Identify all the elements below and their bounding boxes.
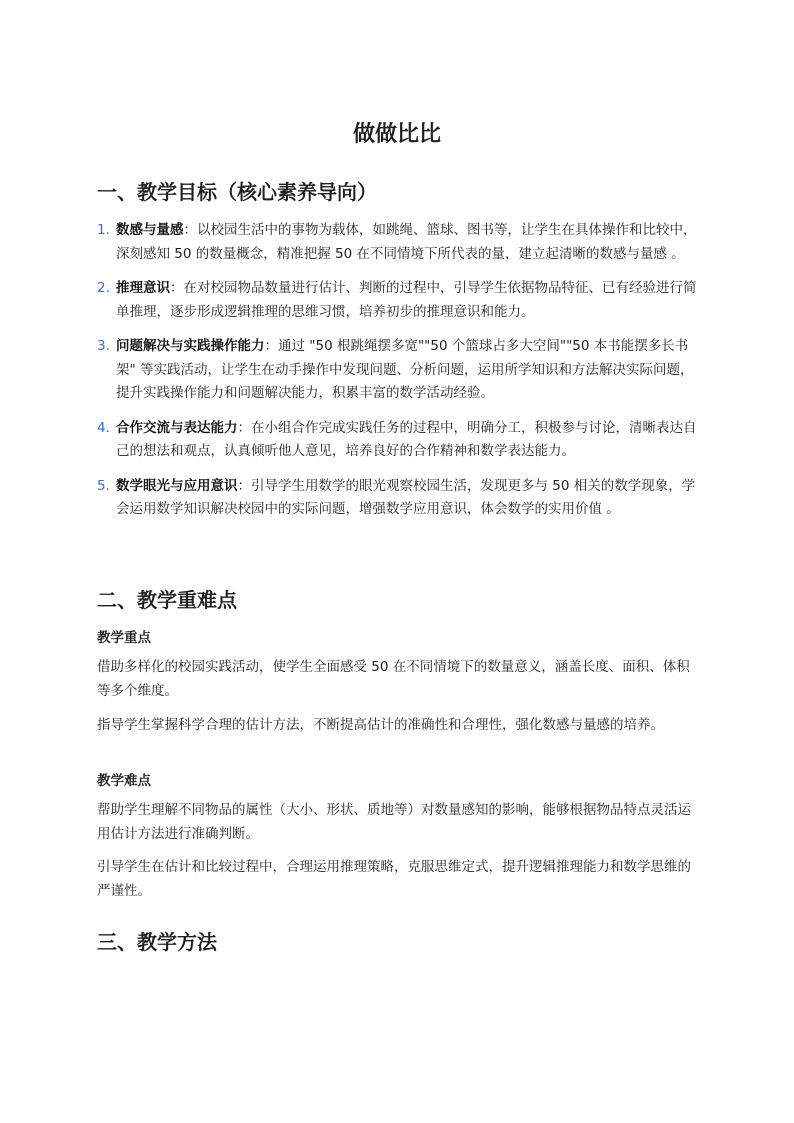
- list-number: 1.: [97, 222, 110, 238]
- item-text: 引导学生用数学的眼光观察校园生活，发现更多与 50 相关的数学现象，学会运用数学知识解决校园中的实际问题，增强数学应用意识，体会数学的实用价值 。: [116, 477, 696, 517]
- list-number: 5.: [97, 477, 110, 494]
- item-separator: ：: [183, 222, 197, 238]
- key-point-paragraph: 指导学生掌握科学合理的估计方法，不断提高估计的准确性和合理性，强化数感与量感的培养。: [97, 717, 664, 733]
- key-point-paragraph: 借助多样化的校园实践活动，使学生全面感受 50 在不同情境下的数量意义，涵盖长度、面积、体积等多个维度。: [97, 659, 690, 699]
- item-term: 问题解决与实践操作能力: [116, 338, 265, 354]
- document-title: 做做比比: [352, 122, 441, 147]
- list-number: 3.: [97, 338, 110, 354]
- difficulties-label: 教学难点: [97, 773, 151, 789]
- item-text: 在小组合作完成实践任务的过程中，明确分工，积极参与讨论，清晰表达自己的想法和观点，认真倾听他人意见，培养良好的合作精神和数学表达能力。: [116, 419, 697, 459]
- list-item: [97, 335, 702, 406]
- list-number: 2.: [97, 280, 110, 296]
- section-heading-key-difficulties: 二、教学重难点: [97, 588, 237, 612]
- list-number: 4.: [97, 419, 110, 436]
- difficulty-paragraph: 帮助学生理解不同物品的属性（大小、形状、质地等）对数量感知的影响，能够根据物品特点灵活运用估计方法进行准确判断。: [97, 802, 691, 842]
- item-term: 数学眼光与应用意识: [116, 477, 238, 494]
- item-separator: ：: [170, 280, 184, 296]
- item-text: 以校园生活中的事物为载体，如跳绳、篮球、图书等，让学生在具体操作和比较中，深刻感知 50 的数量概念，精准把握 50 在不同情境下所代表的量，建立起清晰的数感与量感 。: [116, 222, 697, 262]
- item-separator: ：: [264, 338, 278, 354]
- item-term: 数感与量感: [116, 222, 184, 238]
- item-separator: ：: [237, 477, 251, 494]
- list-item: [97, 277, 702, 324]
- key-points-label: 教学重点: [97, 630, 151, 646]
- item-separator: ：: [237, 419, 251, 436]
- section-heading-methods: 三、教学方法: [97, 930, 217, 954]
- list-item: [97, 475, 702, 522]
- item-term: 合作交流与表达能力: [116, 419, 238, 436]
- list-item: [97, 219, 702, 266]
- item-term: 推理意识: [116, 280, 170, 296]
- goals-list: [97, 219, 702, 533]
- difficulty-paragraph: 引导学生在估计和比较过程中，合理运用推理策略，克服思维定式，提升逻辑推理能力和数学思维的严谨性。: [97, 859, 691, 899]
- list-item: [97, 417, 702, 464]
- item-text: 在对校园物品数量进行估计、判断的过程中，引导学生依据物品特征、已有经验进行简单推理，逐步形成逻辑推理的思维习惯，培养初步的推理意识和能力。: [116, 280, 697, 320]
- section-heading-goals: 一、教学目标（核心素养导向）: [97, 180, 377, 204]
- item-text: 通过 "50 根跳绳摆多宽""50 个篮球占多大空间""50 本书能摆多长书架" 等实践活动，让学生在动手操作中发现问题、分析问题，运用所学知识和方法解决实际问题，提升实践操作能力和问题解决能力，积累丰富的数学活动经验。: [116, 338, 694, 401]
